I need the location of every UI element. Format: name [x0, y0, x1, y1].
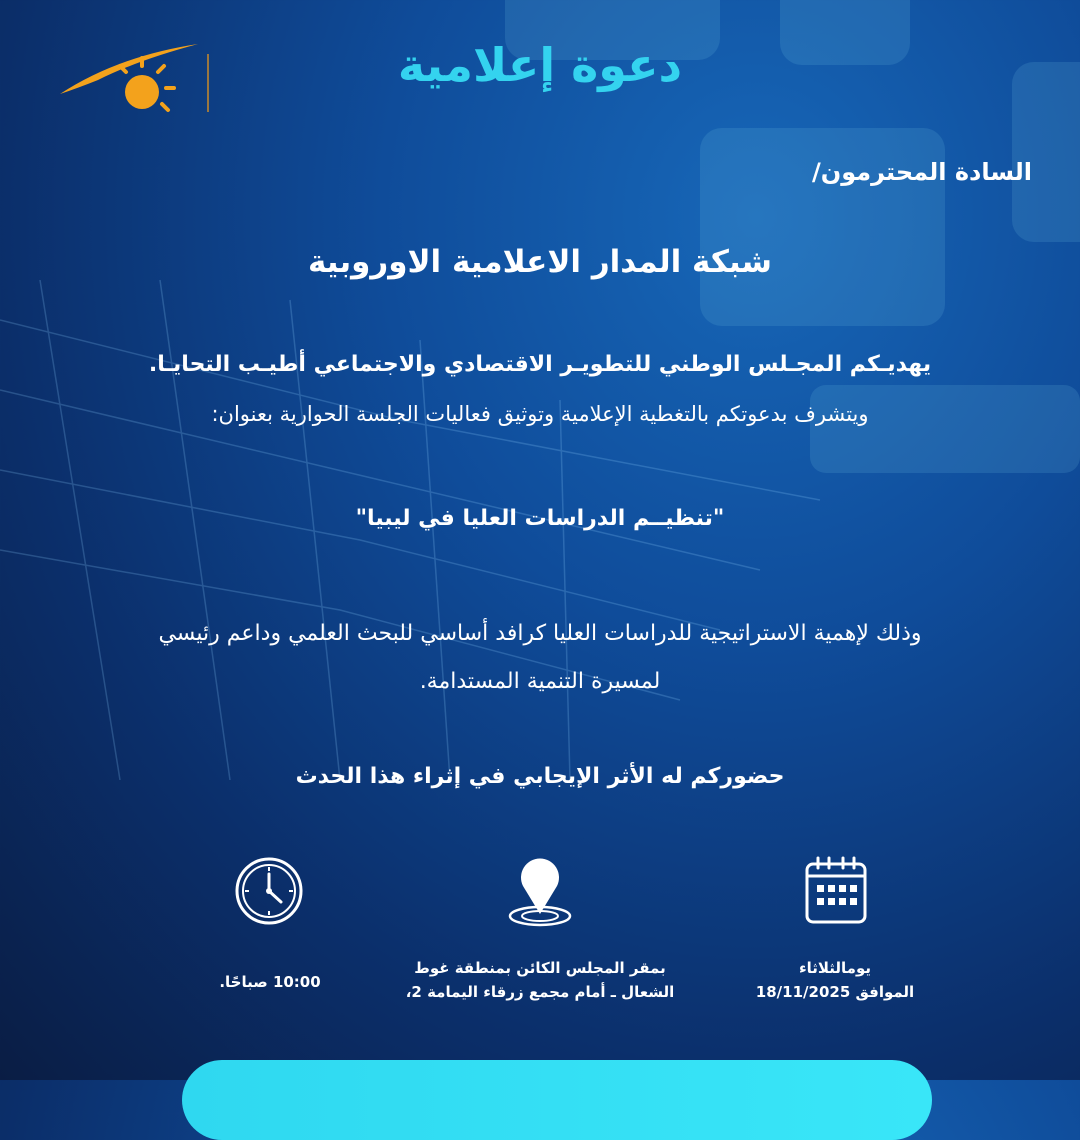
event-time: 10:00 صباحًا.: [219, 973, 321, 991]
invitee-organization: شبكة المدار الاعلامية الاوروبية: [307, 244, 773, 280]
bottom-banner: [182, 1060, 932, 1140]
greeting-text: يهديـكم المجـلس الوطني للتطويـر الاقتصادي والاجتماعي أطيـب التحايـا.: [148, 352, 932, 377]
reason-line: وذلك لإهمية الاستراتيجية للدراسات العليا كرافد أساسي للبحث العلمي وداعم رئيسي: [158, 621, 922, 646]
event-date-value: الموافق 18/11/2025: [755, 983, 915, 1001]
event-location: [380, 956, 700, 1004]
background-tile: [810, 385, 1080, 473]
event-day: يومالثلاثاء: [798, 959, 872, 977]
invitation-text: ويتشرف بدعوتكم بالتغطية الإعلامية وتوثيق فعاليات الجلسة الحوارية بعنوان:: [211, 402, 869, 426]
location-line: بمقر المجلس الكائن بمنطقة غوط: [414, 959, 666, 977]
reason-paragraph: [60, 610, 1020, 706]
page-title: دعوة إعلامية: [397, 38, 683, 92]
reason-line: لمسيرة التنمية المستدامة.: [419, 669, 661, 694]
event-date: [735, 956, 935, 1004]
clock-icon: [234, 856, 304, 926]
calendar-icon: [804, 856, 868, 926]
session-topic: "تنظيــم الدراسات العليا في ليبيا": [355, 506, 725, 531]
closing-text: حضوركم له الأثر الإيجابي في إثراء هذا الحدث: [295, 764, 785, 789]
salutation: السادة المحترمون/: [811, 158, 1032, 186]
location-line: الشعال ـ أمام مجمع زرقاء اليمامة 2،: [405, 983, 675, 1001]
location-pin-icon: [506, 856, 574, 928]
